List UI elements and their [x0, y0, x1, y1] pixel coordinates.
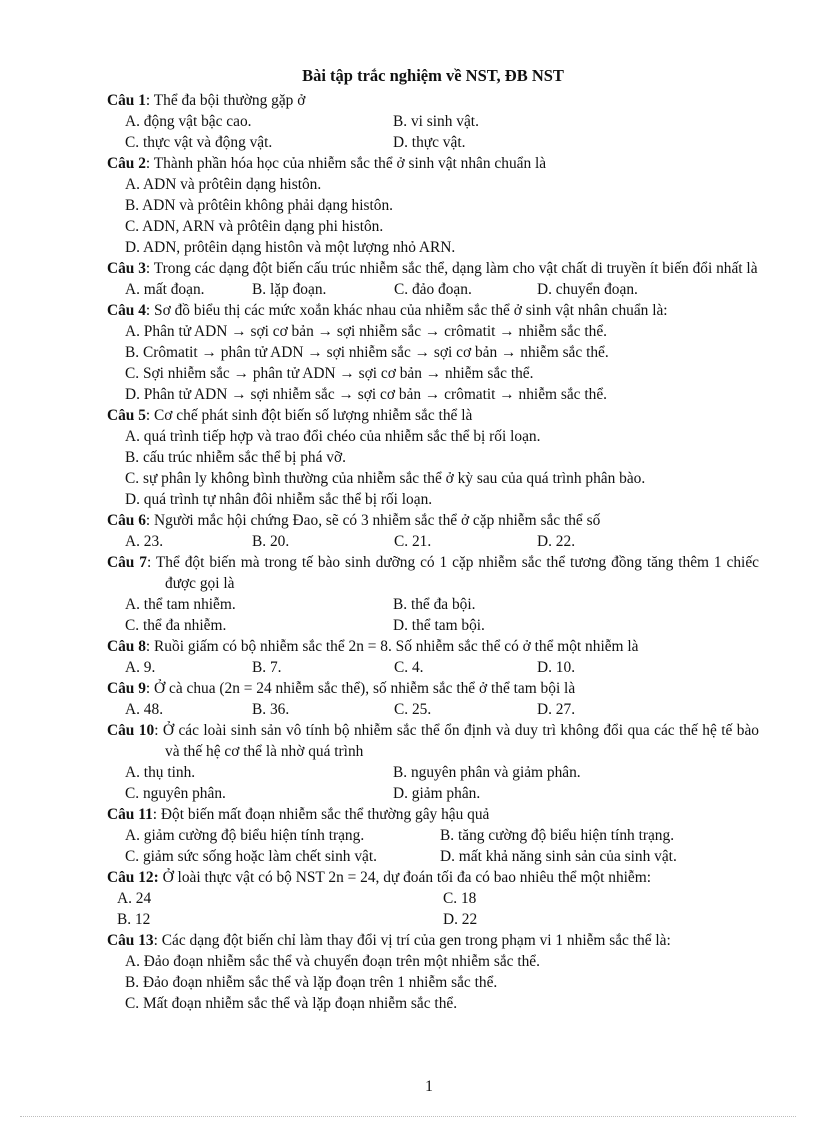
question-text: : Người mắc hội chứng Đao, sẽ có 3 nhiễm sắc thể ở cặp nhiễm sắc thể số: [145, 512, 601, 529]
answer-option[interactable]: A. 48.: [125, 701, 164, 718]
answer-row: [107, 762, 759, 783]
question-text: : Thể đa bội thường gặp ở: [145, 92, 306, 109]
answer-option[interactable]: B. vi sinh vật.: [393, 113, 479, 130]
question-label: Câu 13: [107, 932, 154, 949]
answer-option[interactable]: D. quá trình tự nhân đôi nhiễm sắc thể bị rối loạn.: [125, 491, 433, 508]
answer-option[interactable]: D. thể tam bội.: [393, 617, 485, 634]
question-stem: [107, 552, 759, 594]
question-9: [107, 678, 759, 720]
answer-row: [107, 783, 759, 804]
answer-option[interactable]: A. quá trình tiếp hợp và trao đổi chéo của nhiễm sắc thể bị rối loạn.: [125, 428, 541, 445]
page-number: 1: [425, 1078, 433, 1095]
answer-row: [107, 279, 759, 300]
question-text: : Sơ đồ biểu thị các mức xoắn khác nhau của nhiễm sắc thể ở sinh vật nhân chuẩn là:: [145, 302, 668, 319]
answer-option[interactable]: D. ADN, prôtêin dạng histôn và một lượng nhỏ ARN.: [125, 239, 456, 256]
answer-option[interactable]: B. 12: [117, 911, 151, 928]
answer-row: [107, 531, 759, 552]
question-5: [107, 405, 759, 510]
question-6: [107, 510, 759, 552]
question-stem: [107, 300, 759, 321]
answer-option[interactable]: D. thực vật.: [393, 134, 466, 151]
answer-option[interactable]: B. nguyên phân và giảm phân.: [393, 764, 581, 781]
answer-row: [107, 594, 759, 615]
answer-option[interactable]: D. chuyển đoạn.: [537, 281, 638, 298]
question-text: : Ở các loài sinh sản vô tính bộ nhiễm sắc thể ổn định và duy trì không đổi qua các thế hệ tế bào và thế hệ cơ thể là nhờ quá trình: [154, 722, 760, 760]
question-2: [107, 153, 759, 258]
question-stem: [107, 930, 759, 951]
question-4: [107, 300, 759, 405]
question-text: : Ruồi giấm có bộ nhiễm sắc thể 2n = 8. Số nhiễm sắc thể có ở thể một nhiễm là: [145, 638, 639, 655]
answer-row: [107, 888, 759, 909]
question-stem: [107, 636, 759, 657]
answer-option[interactable]: B. lặp đoạn.: [252, 281, 327, 298]
answer-option[interactable]: D. 22.: [537, 533, 576, 550]
question-stem: [107, 720, 759, 762]
answer-row: [107, 132, 759, 153]
answer-option[interactable]: C. đảo đoạn.: [394, 281, 472, 298]
answer-option[interactable]: D. Phân tử ADN → sợi nhiễm sắc → sợi cơ bản → crômatit → nhiễm sắc thể.: [125, 386, 608, 403]
answer-option[interactable]: D. giảm phân.: [393, 785, 481, 802]
answer-option[interactable]: A. thụ tinh.: [125, 764, 196, 781]
question-text: : Trong các dạng đột biến cấu trúc nhiễm sắc thể, dạng làm cho vật chất di truyền ít biến đổi nhất là: [145, 260, 758, 277]
question-label: Câu 10: [107, 722, 155, 739]
question-label: Câu 9: [107, 680, 146, 697]
question-text: : Cơ chế phát sinh đột biến số lượng nhiễm sắc thể là: [145, 407, 473, 424]
answer-option[interactable]: B. Crômatit → phân tử ADN → sợi nhiễm sắc → sợi cơ bản → nhiễm sắc thể.: [125, 344, 609, 361]
answer-option[interactable]: C. Sợi nhiễm sắc → phân tử ADN → sợi cơ bản → nhiễm sắc thể.: [125, 365, 534, 382]
question-7: [107, 552, 759, 636]
question-text: : Đột biến mất đoạn nhiễm sắc thể thường gây hậu quả: [152, 806, 490, 823]
question-label: Câu 12:: [107, 869, 159, 886]
question-stem: [107, 90, 759, 111]
answer-option[interactable]: A. động vật bậc cao.: [125, 113, 252, 130]
question-text: : Thành phần hóa học của nhiễm sắc thể ở sinh vật nhân chuẩn là: [145, 155, 547, 172]
question-stem: [107, 678, 759, 699]
question-label: Câu 3: [107, 260, 146, 277]
question-8: [107, 636, 759, 678]
question-text: Ở loài thực vật có bộ NST 2n = 24, dự đoán tối đa có bao nhiêu thể một nhiễm:: [158, 869, 652, 886]
answer-row: [107, 615, 759, 636]
question-label: Câu 1: [107, 92, 146, 109]
question-text: : Thể đột biến mà trong tế bào sinh dưỡng có 1 cặp nhiễm sắc thể tương đồng tăng thêm 1 chiếc được gọi là: [146, 554, 759, 592]
answer-option[interactable]: C. nguyên phân.: [125, 785, 226, 802]
answer-option[interactable]: A. ADN và prôtêin dạng histôn.: [125, 176, 322, 193]
answer-option[interactable]: C. giảm sức sống hoặc làm chết sinh vật.: [125, 848, 377, 865]
answer-option[interactable]: D. 27.: [537, 701, 576, 718]
answer-option[interactable]: A. 23.: [125, 533, 164, 550]
question-label: Câu 7: [107, 554, 147, 571]
answer-option[interactable]: C. Mất đoạn nhiễm sắc thể và lặp đoạn nhiễm sắc thể.: [125, 995, 458, 1012]
answer-option[interactable]: C. ADN, ARN và prôtêin dạng phi histôn.: [125, 218, 384, 235]
page-footer-divider: [20, 1116, 796, 1117]
question-stem: [107, 510, 759, 531]
answer-option[interactable]: D. mất khả năng sinh sản của sinh vật.: [440, 848, 677, 865]
answer-option[interactable]: B. cấu trúc nhiễm sắc thể bị phá vỡ.: [125, 449, 346, 466]
answer-option[interactable]: B. ADN và prôtêin không phải dạng histôn.: [125, 197, 394, 214]
question-label: Câu 2: [107, 155, 146, 172]
answer-option[interactable]: A. 9.: [125, 659, 156, 676]
question-12: [107, 867, 759, 930]
question-label: Câu 11: [107, 806, 153, 823]
answer-option[interactable]: C. thể đa nhiễm.: [125, 617, 227, 634]
answer-option[interactable]: A. thể tam nhiễm.: [125, 596, 236, 613]
answer-option[interactable]: D. 22: [443, 911, 478, 928]
answer-option[interactable]: A. Đảo đoạn nhiễm sắc thể và chuyển đoạn trên một nhiễm sắc thể.: [125, 953, 540, 970]
answer-option[interactable]: A. giảm cường độ biểu hiện tính trạng.: [125, 827, 365, 844]
question-3: [107, 258, 759, 300]
answer-option[interactable]: C. 18: [443, 890, 477, 907]
question-1: [107, 90, 759, 153]
answer-option[interactable]: D. 10.: [537, 659, 576, 676]
answer-option[interactable]: B. 20.: [252, 533, 290, 550]
answer-row: [107, 825, 759, 846]
answer-row: [107, 657, 759, 678]
answer-option[interactable]: B. 36.: [252, 701, 290, 718]
question-label: Câu 6: [107, 512, 146, 529]
question-label: Câu 4: [107, 302, 146, 319]
answer-option[interactable]: C. 4.: [394, 659, 424, 676]
question-list: [107, 90, 759, 1014]
answer-option[interactable]: C. 25.: [394, 701, 432, 718]
question-stem: [107, 867, 759, 888]
answer-option[interactable]: B. tăng cường độ biểu hiện tính trạng.: [440, 827, 675, 844]
question-stem: [107, 804, 759, 825]
question-10: [107, 720, 759, 804]
question-13: [107, 930, 759, 1014]
question-stem: [107, 153, 759, 174]
answer-row: [107, 846, 759, 867]
answer-option[interactable]: B. Đảo đoạn nhiễm sắc thể và lặp đoạn trên 1 nhiễm sắc thể.: [125, 974, 498, 991]
answer-option[interactable]: B. 7.: [252, 659, 282, 676]
question-11: [107, 804, 759, 867]
question-text: : Ở cà chua (2n = 24 nhiễm sắc thể), số nhiễm sắc thể ở thể tam bội là: [145, 680, 576, 697]
answer-option[interactable]: C. thực vật và động vật.: [125, 134, 273, 151]
question-stem: [107, 405, 759, 426]
question-text: : Các dạng đột biến chỉ làm thay đổi vị trí của gen trong phạm vi 1 nhiễm sắc thể là:: [153, 932, 671, 949]
answer-row: [107, 699, 759, 720]
answer-option[interactable]: C. sự phân ly không bình thường của nhiễm sắc thể ở kỳ sau của quá trình phân bào.: [125, 470, 646, 487]
answer-option[interactable]: B. thể đa bội.: [393, 596, 476, 613]
answer-option[interactable]: C. 21.: [394, 533, 432, 550]
question-label: Câu 5: [107, 407, 146, 424]
answer-option[interactable]: A. 24: [117, 890, 152, 907]
page-title: Bài tập trắc nghiệm về NST, ĐB NST: [302, 66, 564, 85]
answer-option[interactable]: A. Phân tử ADN → sợi cơ bản → sợi nhiễm sắc → crômatit → nhiễm sắc thể.: [125, 323, 608, 340]
answer-row: [107, 909, 759, 930]
answer-option[interactable]: A. mất đoạn.: [125, 281, 205, 298]
answer-row: [107, 111, 759, 132]
question-stem: [107, 258, 759, 279]
question-label: Câu 8: [107, 638, 146, 655]
